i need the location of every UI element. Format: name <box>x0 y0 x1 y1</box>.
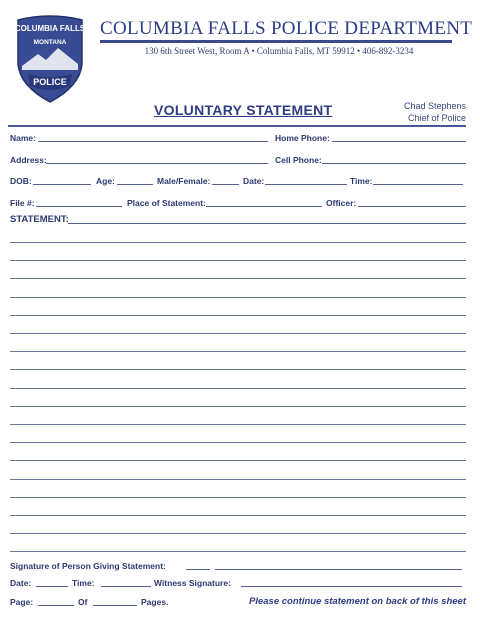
statement-line[interactable] <box>10 260 466 261</box>
place-label: Place of Statement: <box>127 198 206 208</box>
statement-line[interactable] <box>10 388 466 389</box>
witness-field[interactable] <box>241 586 462 587</box>
age-label: Age: <box>96 176 115 186</box>
cell-phone-field[interactable] <box>322 163 466 164</box>
statement-label: STATEMENT: <box>10 214 69 225</box>
name-label: Name: <box>10 133 36 143</box>
page-field[interactable] <box>38 605 74 606</box>
home-phone-field[interactable] <box>332 141 466 142</box>
continue-note: Please continue statement on back of this sheet <box>249 596 466 607</box>
time-field[interactable] <box>373 184 463 185</box>
statement-line[interactable] <box>10 242 466 243</box>
form-title: VOLUNTARY STATEMENT <box>154 102 333 118</box>
signature-field-short[interactable] <box>186 569 210 570</box>
title-rule <box>8 125 466 127</box>
badge-state: MONTANA <box>33 39 67 46</box>
pages-total-field[interactable] <box>93 605 137 606</box>
department-address: 130 6th Street West, Room A • Columbia Falls, MT 59912 • 406-892-3234 <box>144 46 414 56</box>
statement-line[interactable] <box>10 515 466 516</box>
name-field[interactable] <box>38 141 268 142</box>
signature-field[interactable] <box>215 569 462 570</box>
footer-date-field[interactable] <box>36 586 68 587</box>
chief-title: Chief of Police <box>407 113 466 123</box>
statement-line[interactable] <box>10 333 466 334</box>
of-label: Of <box>78 597 88 607</box>
department-name: COLUMBIA FALLS POLICE DEPARTMENT <box>100 18 473 39</box>
signature-label: Signature of Person Giving Statement: <box>10 561 166 571</box>
date-field[interactable] <box>265 184 347 185</box>
witness-label: Witness Signature: <box>154 578 231 588</box>
badge-word: POLICE <box>33 77 67 87</box>
cell-phone-label: Cell Phone: <box>275 155 322 165</box>
age-field[interactable] <box>117 184 153 185</box>
statement-line[interactable] <box>10 369 466 370</box>
statement-first-line[interactable] <box>68 223 466 224</box>
footer-time-field[interactable] <box>101 586 151 587</box>
officer-field[interactable] <box>358 206 466 207</box>
statement-line[interactable] <box>10 278 466 279</box>
statement-line[interactable] <box>10 497 466 498</box>
statement-line[interactable] <box>10 406 466 407</box>
chief-block <box>404 100 466 124</box>
dob-label: DOB: <box>10 176 32 186</box>
time-label: Time: <box>350 176 373 186</box>
officer-label: Officer: <box>326 198 357 208</box>
place-field[interactable] <box>206 206 322 207</box>
dob-field[interactable] <box>33 184 91 185</box>
address-label: Address: <box>10 155 47 165</box>
sex-field[interactable] <box>212 184 239 185</box>
sex-label: Male/Female: <box>157 176 211 186</box>
statement-line[interactable] <box>10 551 466 552</box>
statement-line[interactable] <box>10 442 466 443</box>
home-phone-label: Home Phone: <box>275 133 330 143</box>
file-number-field[interactable] <box>36 206 122 207</box>
badge-city: COLUMBIA FALLS <box>14 24 86 33</box>
date-label: Date: <box>243 176 265 186</box>
chief-name: Chad Stephens <box>403 101 466 111</box>
file-number-label: File #: <box>10 198 35 208</box>
statement-line[interactable] <box>10 424 466 425</box>
statement-line[interactable] <box>10 479 466 480</box>
statement-line[interactable] <box>10 460 466 461</box>
header-rule <box>100 40 452 43</box>
address-field[interactable] <box>46 163 268 164</box>
statement-line[interactable] <box>10 351 466 352</box>
footer-time-label: Time: <box>72 578 95 588</box>
page-label: Page: <box>10 597 34 607</box>
statement-line[interactable] <box>10 533 466 534</box>
police-badge-icon <box>14 14 86 104</box>
statement-line[interactable] <box>10 297 466 298</box>
pages-label: Pages. <box>141 597 169 607</box>
footer-date-label: Date: <box>10 578 32 588</box>
statement-line[interactable] <box>10 315 466 316</box>
